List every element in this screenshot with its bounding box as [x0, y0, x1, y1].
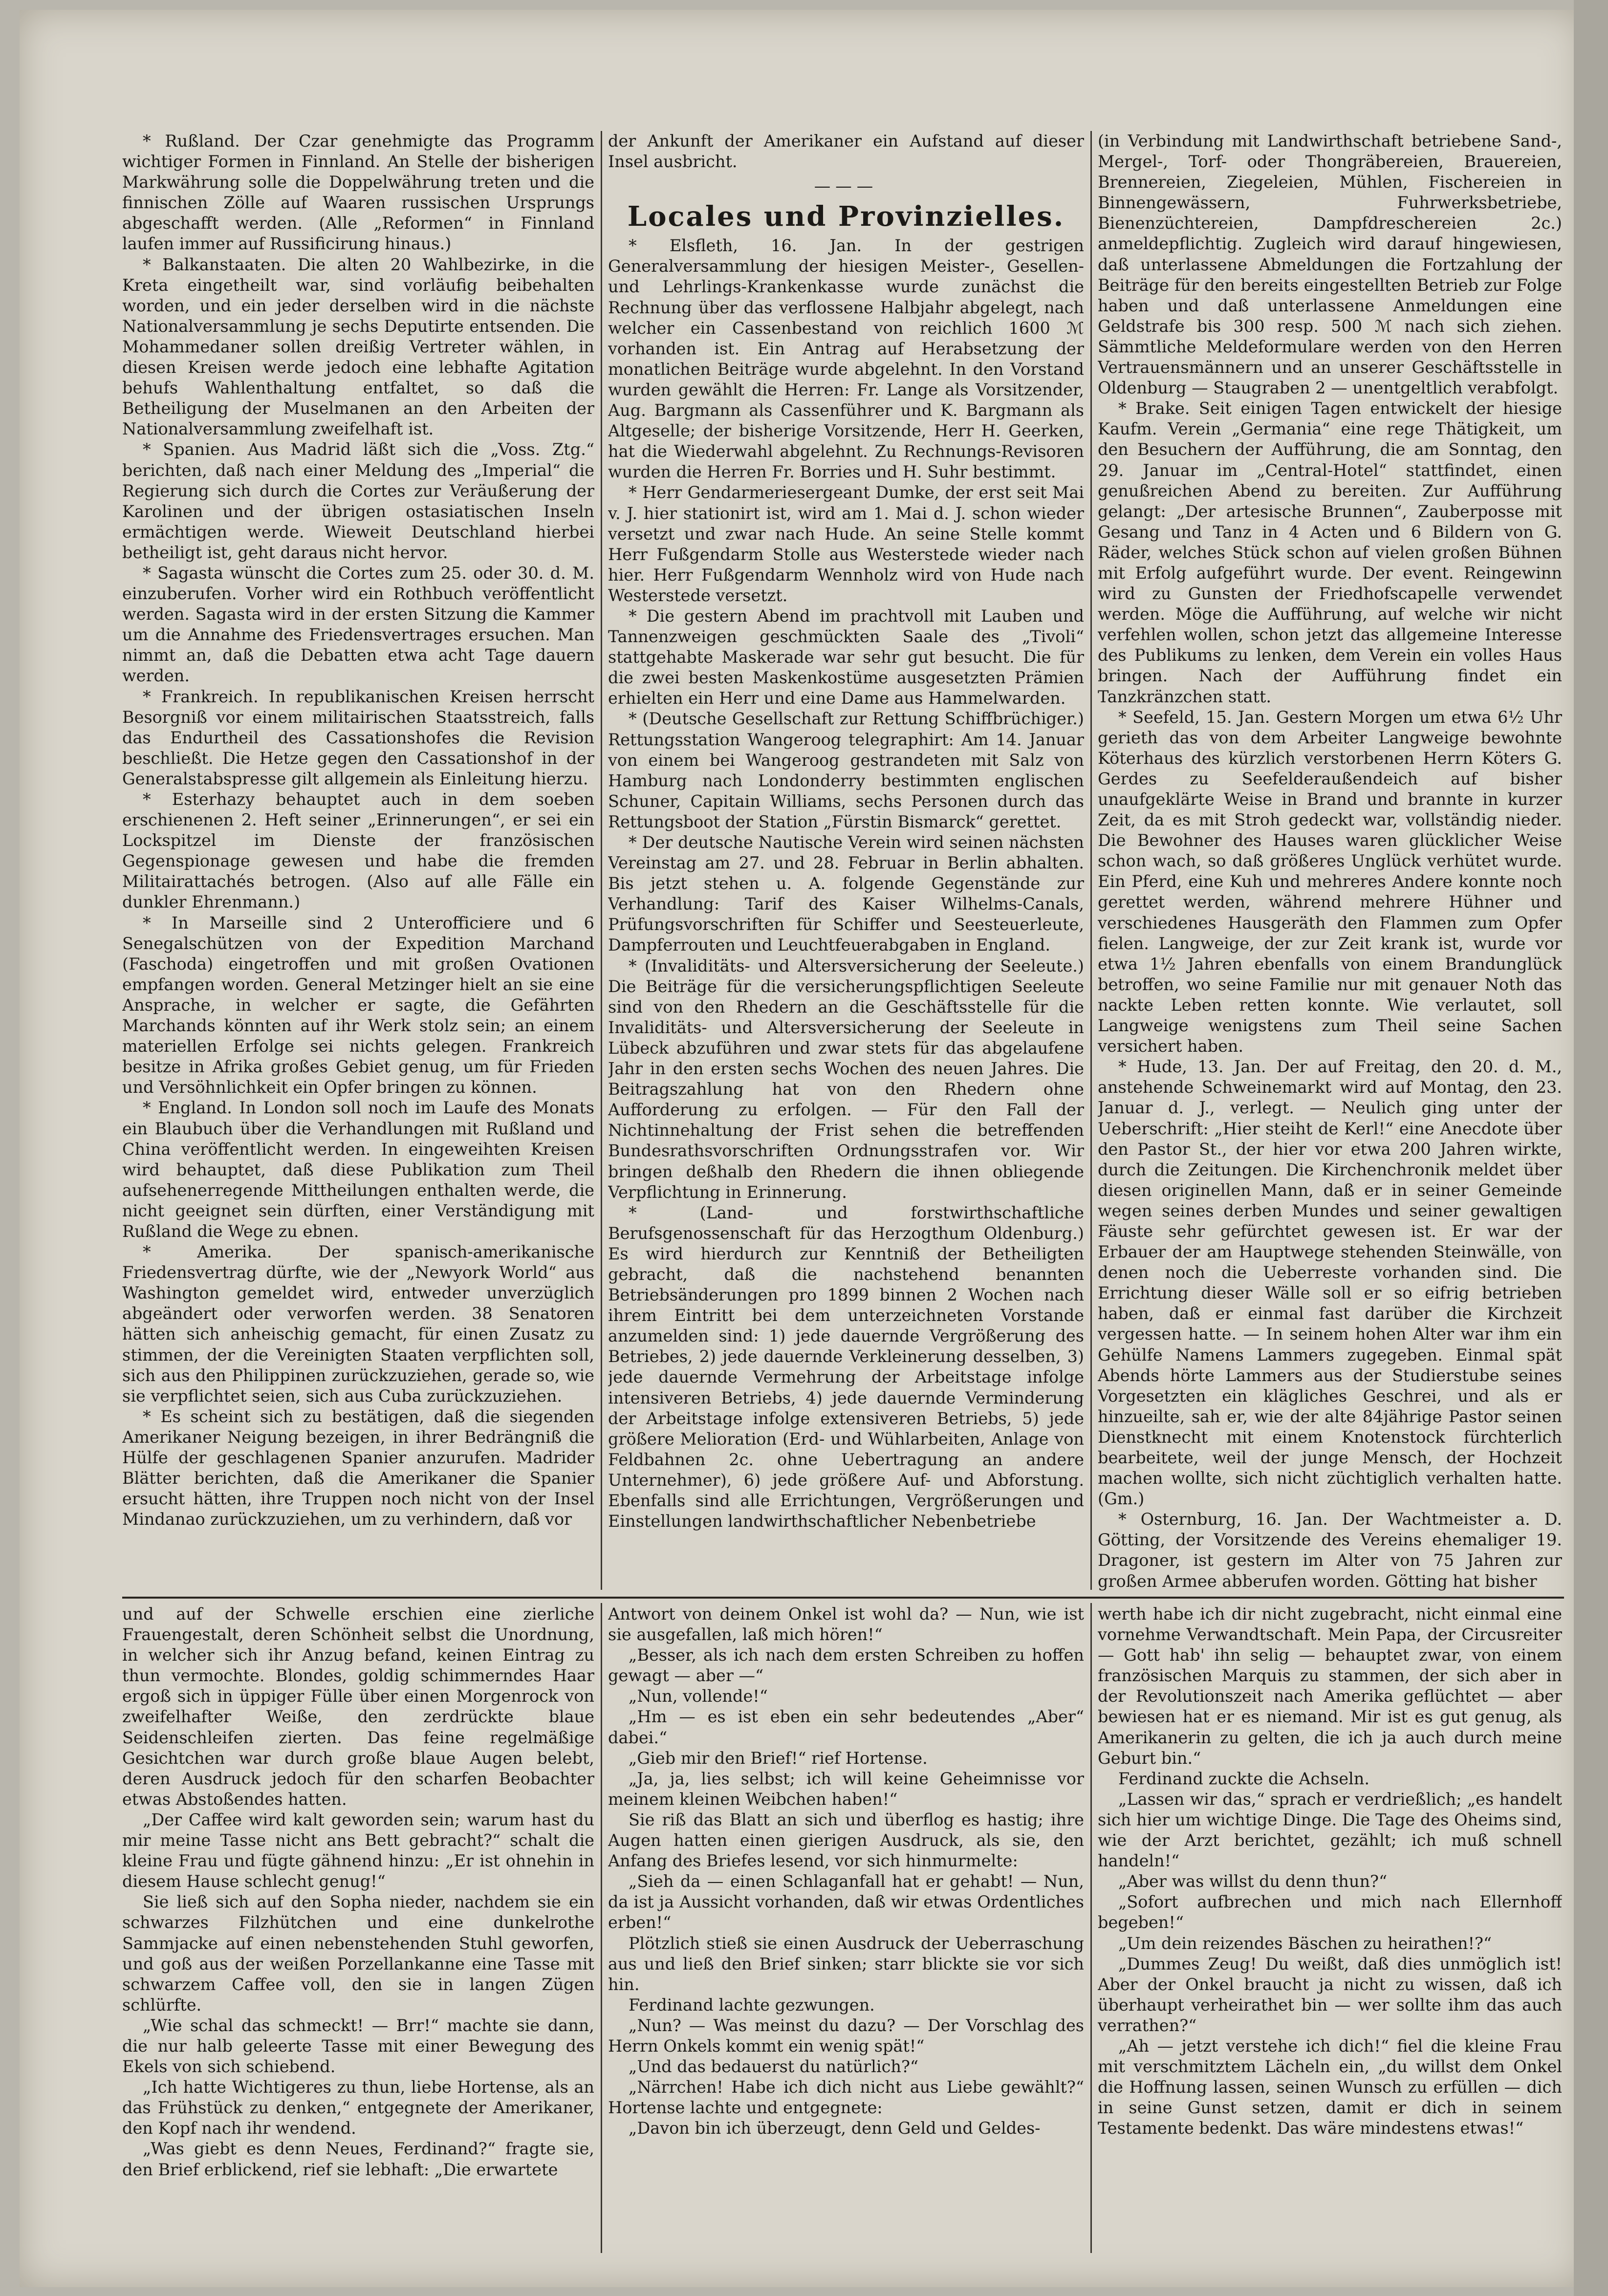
local-news-item: * Hude, 13. Jan. Der auf Freitag, den 20. d. M., anstehende Schweinemarkt wird auf Montag, den 23. Januar d. J., verlegt. — Neulich ging unter der Ueberschrift: „Hier steiht de Kerl!“ eine Anecdote über den Pastor St., der hier vor etwa 200 Jahren wirkte, durch die Zeitungen. Die Kirchenchronik meldet über diesen originellen Mann, daß er in seiner Gemeinde wegen seines derben Mundes und seiner gewaltigen Fäuste sehr gefürchtet gewesen ist. Er war der Erbauer der am Hauptwege stehenden Steinwälle, von denen noch die Ueberreste vorhanden sind. Die Errichtung dieser Wälle soll er so eifrig betrieben haben, daß er einmal fast darüber die Kirchzeit vergessen hatte. — In seinem hohen Alter war ihm ein Gehülfe Namens Lammers zugegeben. Einmal spät Abends hörte Lammers aus der Studierstube seines Vorgesetzten ein klägliches Geschrei, und als er hinzueilte, sah er, wie der alte 84jährige Pastor seinen Dienstknecht mit einem Knotenstock fürchterlich bearbeitete, weil der junge Mensch, der Hochzeit machen wollte, sich nicht züchtiglich verhalten hatte. (Gm.)	[1098, 1057, 1562, 1509]
story-paragraph: Ferdinand zuckte die Achseln.	[1118, 1769, 1369, 1788]
story-paragraph: und auf der Schwelle erschien eine zierliche Frauengestalt, deren Schönheit selbst die Unordnung, in welcher sich ihr Anzug befand, keinen Eintrag zu thun vermochte. Blondes, goldig schimmerndes Haar ergoß sich in üppiger Fülle über einen Morgenrock von zweifelhafter Weiße, den zerdrückte blaue Seidenschleifen zierten. Das feine regelmäßige Gesichtchen war durch große blaue Augen belebt, deren Ausdruck jedoch für den scharfen Beobachter etwas Abstoßendes hatten.	[122, 1604, 594, 1809]
story-paragraph: „Hm — es ist eben ein sehr bedeutendes „Aber“ dabei.“	[608, 1707, 1084, 1747]
separator: ———	[814, 176, 878, 196]
story-paragraph: „Gieb mir den Brief!“ rief Hortense.	[629, 1748, 928, 1768]
story-paragraph: „Nun? — Was meinst du dazu? — Der Vorschlag des Herrn Onkels kommt ein wenig spät!“	[608, 2015, 1084, 2056]
feuilleton-column-1	[122, 1604, 594, 2254]
column-divider	[1090, 1603, 1092, 2253]
local-news-item: * Osternburg, 16. Jan. Der Wachtmeister a. D. Götting, der Vorsitzende des Vereins ehemaliger 19. Dragoner, ist gestern im Alter von 75 Jahren zur großen Armee abberufen worden. Götting hat bisher	[1098, 1510, 1562, 1591]
page-edge	[1574, 0, 1608, 2296]
news-item: * Balkanstaaten. Die alten 20 Wahlbezirke, in die Kreta eingetheilt war, sind vorläufig beibehalten worden, und ein jeder derselben wird in die nächste Nationalversammlung je sechs Deputirte entsenden. Die Mohammedaner sollen dreißig Vertreter wählen, in diesen Kreisen werde jedoch eine lebhafte Agitation behufs Wahlenthaltung entfaltet, so daß die Betheiligung der Muselmanen an den Arbeiten der Nationalversammlung zweifelhaft ist.	[122, 255, 594, 439]
story-paragraph: „Nun, vollende!“	[629, 1687, 768, 1706]
feuilleton-rule	[122, 1597, 1564, 1599]
column-divider	[1090, 131, 1092, 1590]
local-news-item: * Brake. Seit einigen Tagen entwickelt der hiesige Kaufm. Verein „Germania“ eine rege Thätigkeit, um den Besuchern der Aufführung, die am Sonntag, den 29. Januar im „Central-Hotel“ stattfindet, einen genußreichen Abend zu bereiten. Zur Aufführung gelangt: „Der artesische Brunnen“, Zauberposse mit Gesang und Tanz in 4 Acten und 6 Bildern von G. Räder, welches Stück schon auf vielen großen Bühnen mit Erfolg aufgeführt wurde. Der event. Reingewinn wird zu Gunsten der Friedhofscapelle verwendet werden. Möge die Aufführung, auf welche wir nicht verfehlen wollen, schon jetzt das allgemeine Interesse des Publikums zu lenken, dem Verein ein volles Haus bringen. Nach der Aufführung findet ein Tanzkränzchen statt.	[1098, 399, 1562, 706]
story-paragraph: „Ah — jetzt verstehe ich dich!“ fiel die kleine Frau mit verschmitztem Lächeln ein, „du willst dem Onkel die Hoffnung lassen, seinen Wunsch zu erfüllen — dich in seine Gunst setzen, damit er dich in seinem Testamente bedenkt. Das wäre mindestens etwas!“	[1098, 2036, 1562, 2138]
news-item: * Es scheint sich zu bestätigen, daß die siegenden Amerikaner Neigung bezeigen, in ihrer Bedrängniß die Hülfe der geschlagenen Spanier anzurufen. Madrider Blätter berichten, daß die Amerikaner die Spanier ersucht hätten, ihre Truppen noch nicht von der Insel Mindanao zurückzuziehen, um zu verhindern, daß vor	[122, 1407, 594, 1529]
story-paragraph: „Närrchen! Habe ich dich nicht aus Liebe gewählt?“ Hortense lachte und entgegnete:	[608, 2078, 1084, 2118]
section-title: Locales und Provinzielles.	[627, 200, 1065, 233]
story-paragraph: „Dummes Zeug! Du weißt, daß dies unmöglich ist! Aber der Onkel braucht ja nicht zu wissen, daß ich überhaupt verheirathet bin — wer sollte ihm das auch verrathen?“	[1098, 1954, 1562, 2035]
local-news-item: * Der deutsche Nautische Verein wird seinen nächsten Vereinstag am 27. und 28. Februar in Berlin abhalten. Bis jetzt stehen u. A. folgende Gegenstände zur Verhandlung: Tarif des Kaiser Wilhelms-Canals, Prüfungsvorschriften für Schiffer und Seesteuerleute, Dampferrouten und Leuchtfeuerabgaben in England.	[608, 833, 1084, 955]
story-paragraph: „Sofort aufbrechen und mich nach Ellernhoff begeben!“	[1098, 1892, 1562, 1932]
news-item: * In Marseille sind 2 Unterofficiere und 6 Senegalschützen von der Expedition Marchand (Faschoda) eingetroffen und mit großen Ovationen empfangen worden. General Metzinger hielt an sie eine Ansprache, in welcher er sagte, die Gefährten Marchands könnten auf ihr Werk stolz sein; an einem materiellen Erfolge sei nichts gelegen. Frankreich besitze in Afrika großes Gebiet genug, um für Frieden und Versöhnlichkeit ein Opfer bringen zu können.	[122, 913, 594, 1097]
story-paragraph: „Um dein reizendes Bäschen zu heirathen!?“	[1118, 1933, 1492, 1953]
story-paragraph: „Davon bin ich überzeugt, denn Geld und Geldes-	[629, 2119, 1041, 2138]
news-item: * Rußland. Der Czar genehmigte das Programm wichtiger Formen in Finnland. An Stelle der bisherigen Markwährung solle die Doppelwährung treten und die finnischen Zölle auf Waaren russischen Ursprungs abgeschafft werden. (Alle „Reformen“ in Finnland laufen immer auf Russificirung hinaus.)	[122, 131, 594, 254]
continued-text: der Ankunft der Amerikaner ein Aufstand auf dieser Insel ausbricht.	[608, 131, 1084, 172]
news-item: * Spanien. Aus Madrid läßt sich die „Voss. Ztg.“ berichten, daß nach einer Meldung des „Imperial“ die Regierung sich durch die Cortes zur Veräußerung der Karolinen und der übrigen ostasiatischen Inseln ermächtigen werde. Wieweit Deutschland hierbei betheiligt ist, geht daraus nicht hervor.	[122, 440, 594, 562]
local-news-item: * (Deutsche Gesellschaft zur Rettung Schiffbrüchiger.) Rettungsstation Wangeroog telegraphirt: Am 14. Januar von einem bei Wangeroog gestrandeten mit Salz von Hamburg nach Londonderry bestimmten englischen Schuner, Capitain Williams, sechs Personen durch das Rettungsboot der Station „Fürstin Bismarck“ gerettet.	[608, 709, 1084, 831]
story-paragraph: Plötzlich stieß sie einen Ausdruck der Ueberraschung aus und ließ den Brief sinken; starr blickte sie vor sich hin.	[608, 1933, 1084, 1994]
local-news-item: * Elsfleth, 16. Jan. In der gestrigen Generalversammlung der hiesigen Meister-, Gesellen- und Lehrlings-Krankenkasse wurde zunächst die Rechnung über das verflossene Halbjahr abgelegt, nach welcher ein Cassenbestand von reichlich 1600 ℳ vorhanden ist. Ein Antrag auf Herabsetzung der monatlichen Beiträge wurde abgelehnt. In den Vorstand wurden gewählt die Herren: Fr. Lange als Vorsitzender, Aug. Bargmann als Cassenführer und K. Bargmann als Altgeselle; der bisherige Vorsitzende, Herr H. Geerken, hat die Wiederwahl abgelehnt. Zu Rechnungs-Revisoren wurden die Herren Fr. Borries und H. Suhr bestimmt.	[608, 236, 1084, 482]
news-item: * England. In London soll noch im Laufe des Monats ein Blaubuch über die Verhandlungen mit Rußland und China veröffentlicht werden. In eingeweihten Kreisen wird behauptet, daß diese Publikation zum Theil aufsehenerregende Mittheilungen enthalten werde, die nicht geeignet sein dürften, einer Verständigung mit Rußland die Wege zu ebnen.	[122, 1098, 594, 1241]
local-news-item: * Die gestern Abend im prachtvoll mit Lauben und Tannenzweigen geschmückten Saale des „Tivoli“ stattgehabte Maskerade war sehr gut besucht. Die für die zwei besten Maskenkostüme ausgesetzten Prämien erhielten ein Herr und eine Dame aus Hammelwarden.	[608, 606, 1084, 708]
news-item: * Frankreich. In republikanischen Kreisen herrscht Besorgniß vor einem militairischen Staatsstreich, falls das Endurtheil des Cassationshofes die Revision beschließt. Die Hetze gegen den Cassationshof in der Generalstabspresse gilt allgemein als Einleitung hierzu.	[122, 687, 594, 788]
story-paragraph: „Was giebt es denn Neues, Ferdinand?“ fragte sie, den Brief erblickend, rief sie lebhaft: „Die erwartete	[122, 2139, 594, 2179]
story-paragraph: „Und das bedauerst du natürlich?“	[629, 2057, 919, 2077]
news-column-3	[1098, 131, 1562, 1591]
story-paragraph: Ferdinand lachte gezwungen.	[629, 1995, 875, 2014]
story-paragraph: werth habe ich dir nicht zugebracht, nicht einmal eine vornehme Verwandtschaft. Mein Papa, der Circusreiter — Gott hab' ihn selig — behauptet zwar, von einem französischen Marquis zu stammen, der sich aber in der Revolutionszeit nach Amerika geflüchtet — aber bewiesen hat er es niemand. Mir ist es gut genug, als Amerikanerin zu gelten, die ich ja auch durch meine Geburt bin.“	[1098, 1604, 1562, 1768]
column-divider	[601, 131, 602, 1590]
news-item: * Esterhazy behauptet auch in dem soeben erschienenen 2. Heft seiner „Erinnerungen“, er sei ein Lockspitzel im Dienste der französischen Gegenspionage gewesen und habe die fremden Militairattachés betrogen. (Also auf alle Fälle ein dunkler Ehrenmann.)	[122, 790, 594, 912]
story-paragraph: „Aber was willst du denn thun?“	[1118, 1872, 1388, 1891]
news-column-1	[122, 131, 594, 1591]
continued-text: (in Verbindung mit Landwirthschaft betriebene Sand-, Mergel-, Torf- oder Thongräbereien, Brauereien, Brennereien, Ziegeleien, Mühlen, Fischereien in Binnengewässern, Fuhrwerksbetriebe, Bienenzüchtereien, Dampfdreschereien 2c.) anmeldepflichtig. Zugleich wird darauf hingewiesen, daß unterlassene Abmeldungen die Fortzahlung der Beiträge für den bereits eingestellten Betrieb zur Folge haben und daß unterlassene Anmeldungen eine Geldstrafe bis 300 resp. 500 ℳ nach sich ziehen. Sämmtliche Meldeformulare werden von den Herren Vertrauensmännern und an unserer Geschäftsstelle in Oldenburg — Staugraben 2 — unentgeltlich verabfolgt.	[1098, 131, 1562, 398]
story-paragraph: „Wie schal das schmeckt! — Brr!“ machte sie dann, die nur halb geleerte Tasse mit einer Bewegung des Ekels von sich schiebend.	[122, 2015, 594, 2077]
story-paragraph: Sie riß das Blatt an sich und überflog es hastig; ihre Augen hatten einen gierigen Ausdruck, als sie, den Anfang des Briefes lesend, vor sich hinmurmelte:	[608, 1810, 1084, 1871]
local-news-item: * (Land- und forstwirthschaftliche Berufsgenossenschaft für das Herzogthum Oldenburg.) Es wird hierdurch zur Kenntniß der Betheiligten gebracht, daß die nachstehend benannten Betriebsänderungen pro 1899 binnen 2 Wochen nach ihrem Eintritt bei dem unterzeichneten Vorstande anzumelden sind: 1) jede dauernde Vergrößerung des Betriebes, 2) jede dauernde Verkleinerung desselben, 3) jede dauernde Vermehrung der Arbeitstage infolge intensiveren Betriebs, 4) jede dauernde Verminderung der Arbeitstage infolge extensiveren Betriebs, 5) jede größere Melioration (Erd- und Wühlarbeiten, Anlage von Feldbahnen 2c. ohne Uebertragung an andere Unternehmer), 6) jede größere Auf- und Abforstung. Ebenfalls sind alle Errichtungen, Vergrößerungen und Einstellungen landwirthschaftlicher Nebenbetriebe	[608, 1203, 1084, 1531]
story-paragraph: „Ja, ja, lies selbst; ich will keine Geheimnisse vor meinem kleinen Weibchen haben!“	[608, 1769, 1084, 1809]
feuilleton-column-3	[1098, 1604, 1562, 2254]
story-paragraph: „Lassen wir das,“ sprach er verdrießlich; „es handelt sich hier um wichtige Dinge. Die Tage des Oheims sind, wie der Arzt berichtet, gezählt; ich muß schnell handeln!“	[1098, 1789, 1562, 1871]
news-column-2	[608, 131, 1084, 1591]
story-paragraph: Sie ließ sich auf den Sopha nieder, nachdem sie ein schwarzes Filzhütchen und eine dunkelrothe Sammjacke auf einen nebenstehenden Stuhl geworfen, und goß aus der weißen Porzellankanne eine Tasse mit schwarzem Caffee voll, den sie in langen Zügen schlürfte.	[122, 1892, 594, 2014]
story-paragraph: „Der Caffee wird kalt geworden sein; warum hast du mir meine Tasse nicht ans Bett gebracht?“ schalt die kleine Frau und fügte gähnend hinzu: „Er ist ohnehin in diesem Hause schlecht genug!“	[122, 1810, 594, 1891]
local-news-item: * Herr Gendarmeriesergeant Dumke, der erst seit Mai v. J. hier stationirt ist, wird am 1. Mai d. J. schon wieder versetzt und zwar nach Hude. An seine Stelle kommt Herr Fußgendarm Stolle aus Westerstede wieder nach hier. Herr Fußgendarm Wennholz wird von Hude nach Westerstede versetzt.	[608, 483, 1084, 605]
news-item: * Sagasta wünscht die Cortes zum 25. oder 30. d. M. einzuberufen. Vorher wird ein Rothbuch veröffentlicht werden. Sagasta wird in der ersten Sitzung die Kammer um die Annahme des Friedensvertrages ersuchen. Man nimmt an, daß die Debatten etwa acht Tage dauern werden.	[122, 563, 594, 686]
story-paragraph: Antwort von deinem Onkel ist wohl da? — Nun, wie ist sie ausgefallen, laß mich hören!“	[608, 1604, 1084, 1645]
news-item: * Amerika. Der spanisch-amerikanische Friedensvertrag dürfte, wie der „Newyork World“ aus Washington gemeldet wird, entweder unverzüglich abgeändert oder verworfen werden. 38 Senatoren hätten sich anheischig gemacht, für einen Zusatz zu stimmen, der die Vereinigten Staaten verpflichten soll, sich aus den Philippinen zurückzuziehen, gerade so, wie sie verpflichtet seien, sich aus Cuba zurückzuziehen.	[122, 1242, 594, 1406]
story-paragraph: „Sieh da — einen Schlaganfall hat er gehabt! — Nun, da ist ja Aussicht vorhanden, daß wir etwas Ordentliches erben!“	[608, 1872, 1084, 1932]
local-news-item: * Seefeld, 15. Jan. Gestern Morgen um etwa 6½ Uhr gerieth das von dem Arbeiter Langweige bewohnte Köterhaus des kürzlich verstorbenen Herrn Köters G. Gerdes zu Seefelderaußendeich auf bisher unaufgeklärte Weise in Brand und brannte in kurzer Zeit, da es mit Stroh gedeckt war, vollständig nieder. Die Bewohner des Hauses waren glücklicher Weise schon wach, so daß größeres Unglück verhütet wurde. Ein Pferd, eine Kuh und mehreres Andere konnte noch gerettet werden, während mehrere Hühner und verschiedenes Hausgeräth den Flammen zum Opfer fielen. Langweige, der zur Zeit krank ist, wurde vor etwa 1½ Jahren ebenfalls von einem Brandunglück betroffen, wo seine Familie nur mit genauer Noth das nackte Leben retten konnte. Wie verlautet, soll Langweige wenigstens zum Theil seine Sachen versichert haben.	[1098, 707, 1562, 1056]
feuilleton-column-2	[608, 1604, 1084, 2254]
story-paragraph: „Besser, als ich nach dem ersten Schreiben zu hoffen gewagt — aber —“	[608, 1646, 1084, 1686]
story-paragraph: „Ich hatte Wichtigeres zu thun, liebe Hortense, als an das Frühstück zu denken,“ entgegnete der Amerikaner, den Kopf nach ihr wendend.	[122, 2078, 594, 2138]
column-divider	[601, 1603, 602, 2253]
local-news-item: * (Invaliditäts- und Altersversicherung der Seeleute.) Die Beiträge für die versicherungspflichtigen Seeleute sind von den Rhedern an die Geschäftsstelle für die Invaliditäts- und Altersversicherung der Seeleute in Lübeck abzuführen und zwar stets für das abgelaufene Jahr in den ersten sechs Wochen des neuen Jahres. Die Beitragszahlung hat von den Rhedern ohne Aufforderung zu erfolgen. — Für den Fall der Nichtinnehaltung der Frist sehen die betreffenden Bundesrathsvorschriften Ordnungsstrafen vor. Wir bringen deßhalb den Rhedern die ihnen obliegende Verpflichtung in Erinnerung.	[608, 956, 1084, 1202]
